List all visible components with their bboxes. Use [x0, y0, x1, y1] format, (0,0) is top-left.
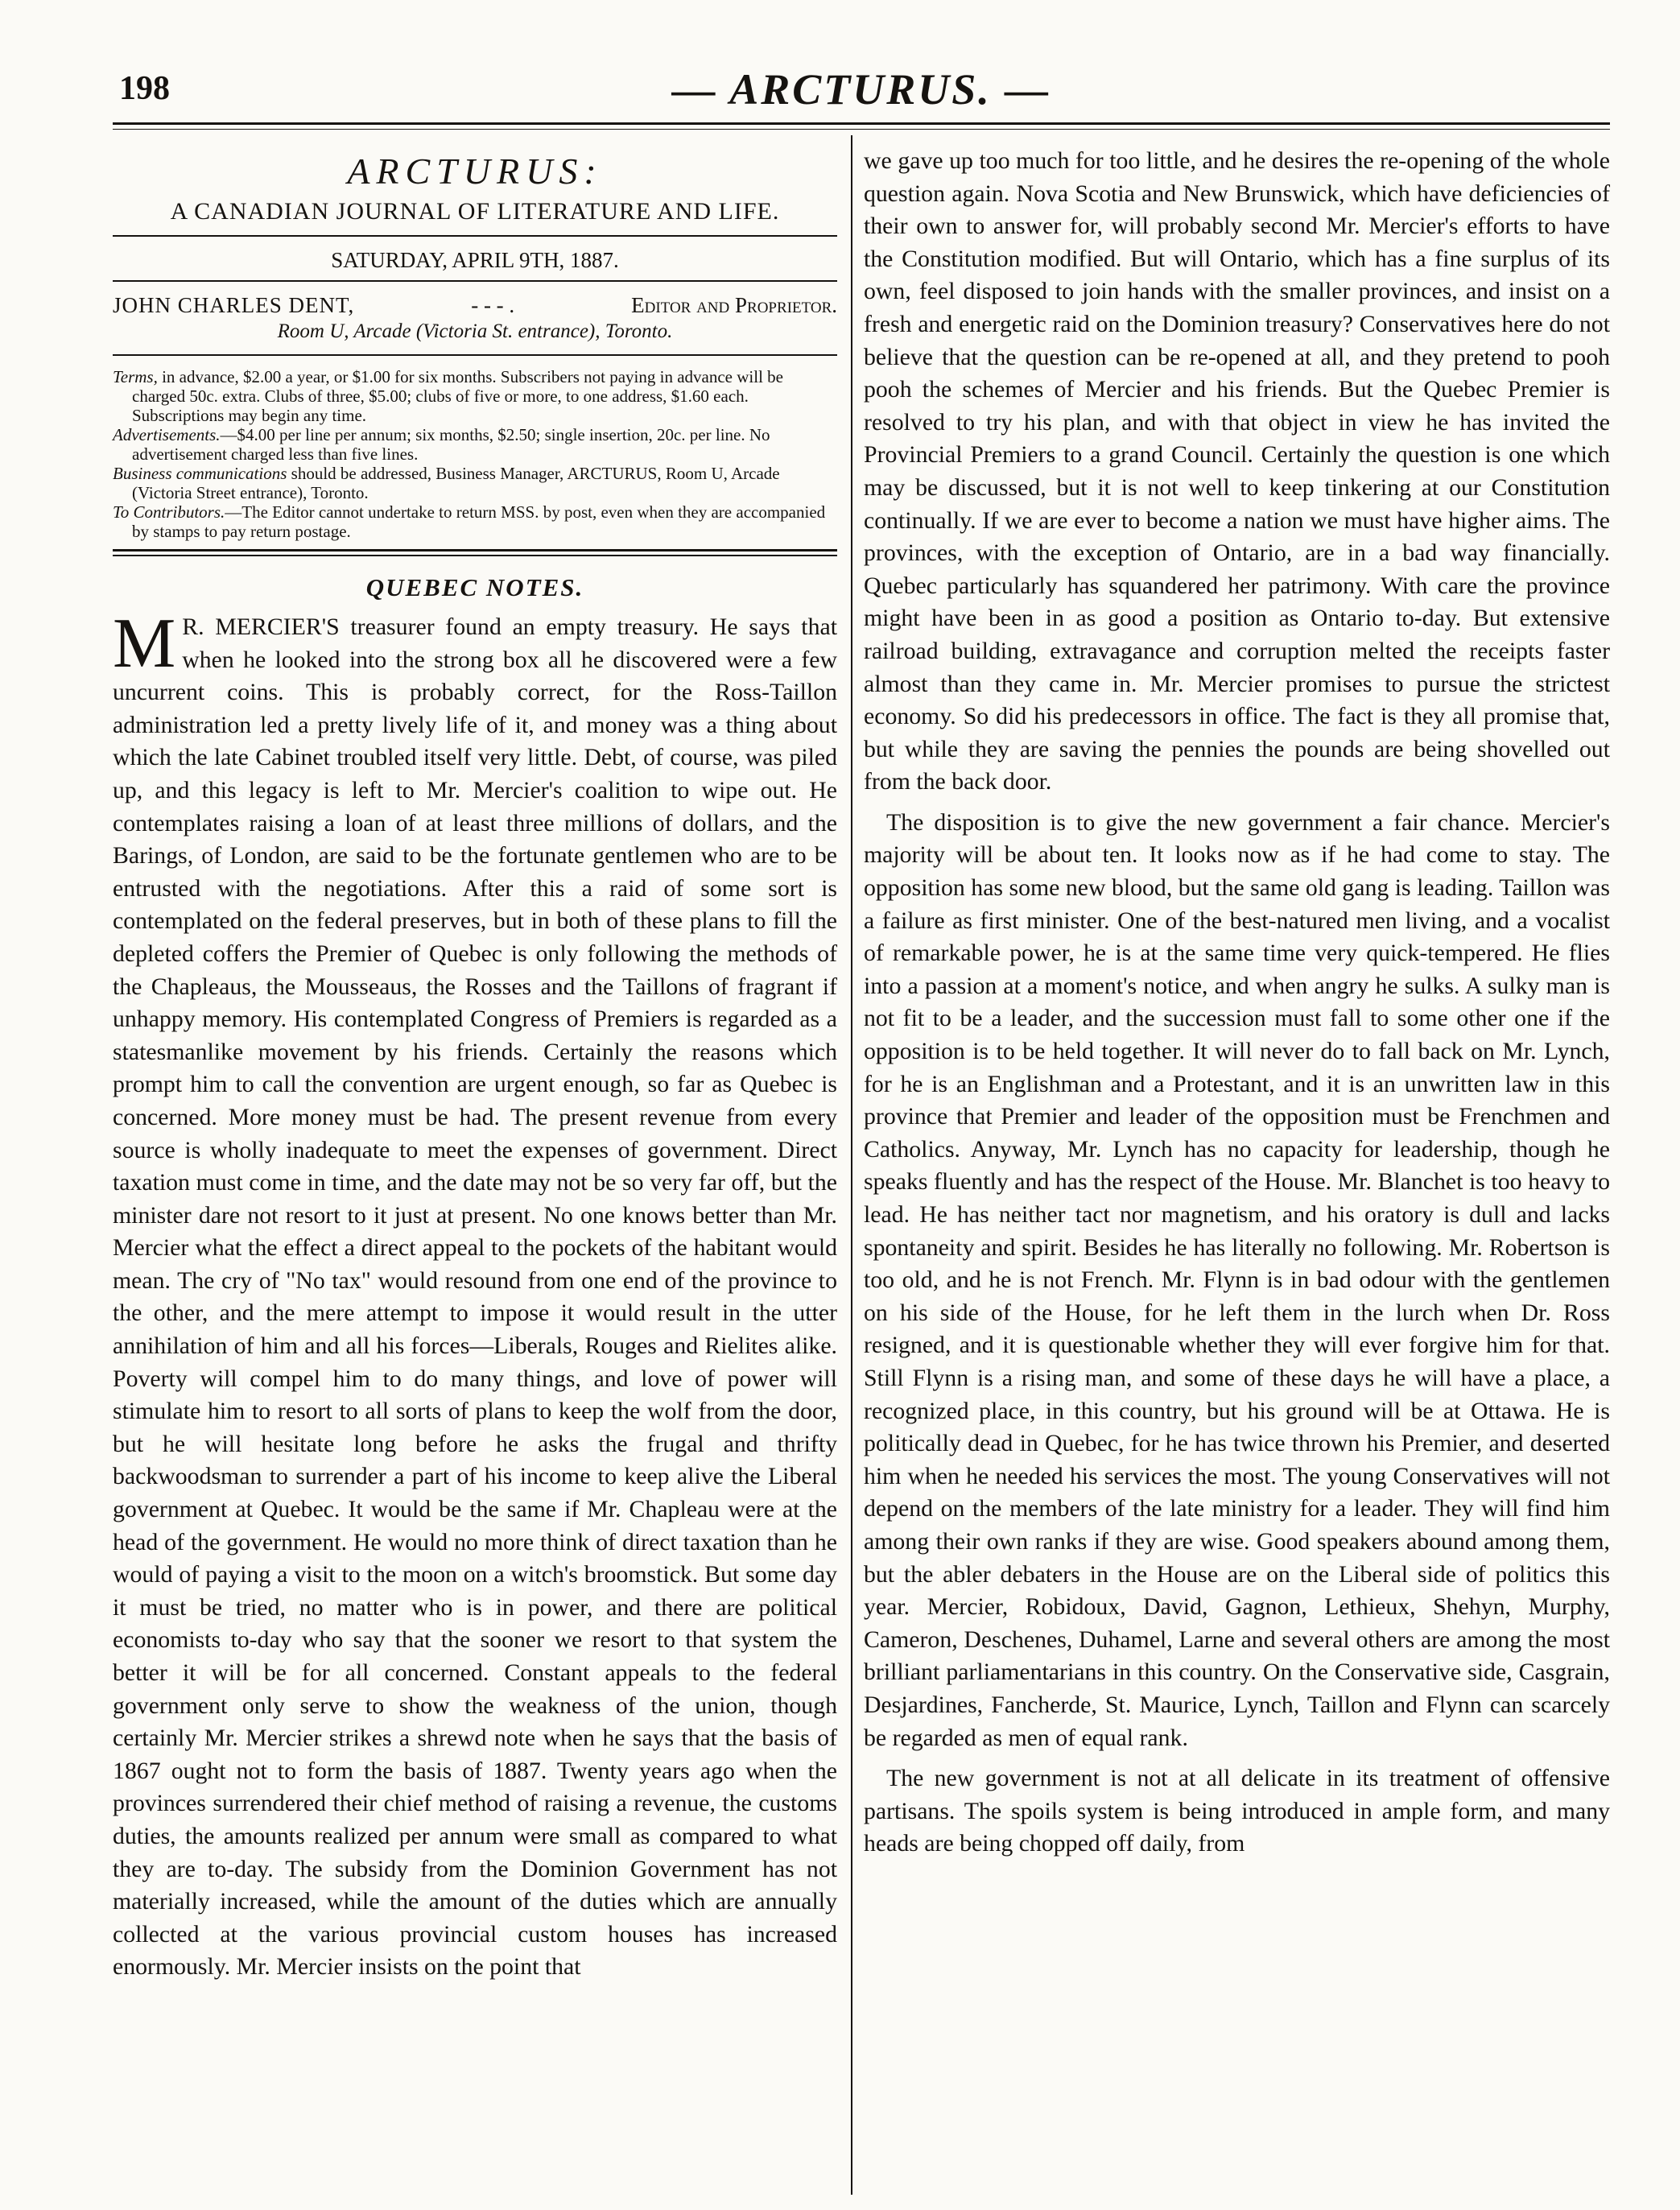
column-divider — [851, 135, 852, 2195]
right-column — [864, 145, 1610, 1861]
terms-lead: Business communications — [113, 464, 287, 483]
editor-name: JOHN CHARLES DENT, — [113, 293, 355, 317]
terms-item — [113, 425, 837, 464]
address-rule — [113, 354, 837, 356]
header-rule-thin — [113, 129, 1610, 130]
terms-text: in advance, $2.00 a year, or $1.00 for six months. Subscribers not paying in advance will be charged 50c. extra. Clubs of three, $5.00; clubs of five or more, to one address, $1.60 each. Subscriptions may begin any time. — [132, 367, 783, 425]
left-column — [113, 145, 837, 1984]
issue-date: SATURDAY, APRIL 9TH, 1887. — [331, 248, 619, 272]
masthead-rule — [113, 235, 837, 237]
terms-block — [113, 367, 837, 541]
masthead-subtitle: A CANADIAN JOURNAL OF LITERATURE AND LIFE. — [170, 198, 780, 225]
terms-lead: To Contributors. — [113, 502, 225, 522]
running-title: — ARCTURUS. — — [671, 65, 1051, 114]
editor-title: Editor and Proprietor. — [631, 293, 837, 317]
office-address: Room U, Arcade (Victoria St. entrance), Toronto. — [277, 320, 673, 342]
terms-item — [113, 464, 837, 502]
masthead-title: ARCTURUS: — [347, 151, 603, 192]
article-body-right — [864, 145, 1610, 1861]
article-paragraph: The disposition is to give the new government a fair chance. Mercier's majority will be about ten. It looks now as if he had come to stay. The opposition has some new blood, but the same old gang is leading. Taillon was a failure as first minister. One of the best-natured men living, and a vocalist of remarkable power, he is at the same time very quick-tempered. He flies into a passion at a moment's notice, and when angry he sulks. A sulky man is not fit to be a leader, and the succession must fall to some other one if the opposition is to be held together. It will never do to fall back on Mr. Lynch, for he is an Englishman and a Protestant, and it is an unwritten law in this province that Premier and leader of the opposition must be Frenchmen and Catholics. Anyway, Mr. Lynch has no capacity for leadership, though he speaks fluently and has the respect of the House. Mr. Blanchet is too heavy to lead. He has neither tact nor magnetism, and his oratory is dull and lacks spontaneity and spirit. Besides he has literally no following. Mr. Robertson is too old, and he is not French. Mr. Flynn is in bad odour with the gentlemen on his side of the House, for he left them in the lurch when Dr. Ross resigned, and it is questionable whether they will ever forgive him for that. Still Flynn is a rising man, and some of these days he will have a place, a recognized place, in this country, but his ground will be at Ottawa. He is politically dead in Quebec, for he has twice thrown his Premier, and deserted him when he needed his services the most. The young Conservatives will not depend on the members of the late ministry for a leader. They will find him among their own ranks if they are wise. Good speakers abound among them, but the abler debaters in the House are on the Liberal side of politics this year. Mercier, Robidoux, David, Gagnon, Lethieux, Shehyn, Murphy, Cameron, Deschenes, Duhamel, Larne and several others are among the most brilliant parliamentarians in this country. On the Conservative side, Casgrain, Desjardines, Fancherde, St. Maurice, Lynch, Taillon and Flynn can scarcely be regarded as men of equal rank. — [864, 808, 1610, 1751]
terms-text: —$4.00 per line per annum; six months, $2.50; single insertion, 20c. per line. No advertisement charged less than five lines. — [132, 425, 770, 464]
editor-line — [113, 291, 837, 319]
article-body-left — [113, 605, 837, 1984]
terms-text: should be addressed, Business Manager, ARCTURUS, Room U, Arcade (Victoria Street entrance), Toronto. — [132, 464, 780, 502]
terms-item — [113, 367, 837, 425]
terms-text: —The Editor cannot undertake to return MSS. by post, even when they are accompanied by stamps to pay return postage. — [132, 502, 826, 541]
terms-rule-thick — [113, 549, 837, 551]
running-head — [113, 64, 1610, 129]
article-title: QUEBEC NOTES. — [365, 573, 584, 601]
date-rule — [113, 280, 837, 282]
article-paragraph: we gave up too much for too little, and he desires the re-opening of the whole question again. Nova Scotia and New Brunswick, which have deficiencies of their own to answer for, will probably second Mr. Mercier's efforts to have the Constitution modified. But will Ontario, which has a fine surplus of its own, feel disposed to join hands with the smaller provinces, and insist on a fresh and energetic raid on the Dominion treasury? Conservatives here do not believe that the question can be re-opened at all, and they pretend to pooh pooh the schemes of Mercier and his friends. But the Quebec Premier is resolved to try his plan, and with that object in view he has invited the Provincial Premiers to a grand Council. Certainly the question is one which may be discussed, but it is not well to keep tinkering at our Constitution continually. If we are ever to become a nation we must have higher aims. The provinces, with the exception of Ontario, are in a bad way financially. Quebec particularly has squandered her patrimony. With care the province might have been in as good a position as Ontario to-day. But extensive railroad building, extravagance and corruption melted the receipts faster almost than they came in. Mr. Mercier promises to pursue the strictest economy. So did his predecessors in office. The fact is they all promise that, but while they are saving the pennies the pounds are being shovelled out from the back door. — [864, 147, 1610, 795]
editor-dots: - - - . — [471, 293, 515, 317]
paragraph-text: R. MERCIER'S treasurer found an empty treasury. He says that when he looked into the strong box all he discovered were a few uncurrent coins. This is probably correct, for the Ross-Taillon administration led a pretty lively life of it, and money was a thing about which the late Cabinet troubled itself very little. Debt, of course, was piled up, and this legacy is left to Mr. Mercier's coalition to wipe out. He contemplates raising a loan of at least three millions of dollars, and the Barings, of London, are said to be the fortunate gentlemen who are to be entrusted with the negotiations. After this a raid of some sort is contemplated on the federal preserves, but in both of these plans to fill the depleted coffers the Premier of Quebec is only following the methods of the Chapleaus, the Mousseaus, the Rosses and the Taillons of fragrant if unhappy memory. His contemplated Congress of Premiers is regarded as a statesmanlike movement by his friends. Certainly the reasons which prompt him to call the convention are urgent enough, so far as Quebec is concerned. More money must be had. The present revenue from every source is wholly inadequate to meet the expenses of government. Direct taxation must come in time, and the date may not be so very far off, but the minister dare not resort to it just at present. No one knows better than Mr. Mercier what the effect a direct appeal to the pockets of the habitant would mean. The cry of "No tax" would resound from one end of the province to the other, and the mere attempt to impose it would result in the utter annihilation of him and all his forces—Liberals, Rouges and Rielites alike. Poverty will compel him to do many things, and love of power will stimulate him to resort to all sorts of plans to keep the wolf from the door, but he will hesitate long before he asks the frugal and thrifty backwoodsman to surrender a part of his income to keep alive the Liberal government at Quebec. It would be the same if Mr. Chapleau were at the head of the government. He would no more think of direct taxation than he would of paying a visit to the moon on a witch's broomstick. But some day it must be tried, no matter who is in power, and there are political economists to-day who say that the sooner we resort to that system the better it will be for all concerned. Constant appeals to the federal government only serve to show the weakness of the union, though certainly Mr. Mercier strikes a shrewd note when he says that the basis of 1867 ought not to form the basis of 1887. Twenty years ago when the provinces surrendered their chief method of raising a revenue, the customs duties, the amounts realized per annum were small as compared to what they are to-day. The subsidy from the Dominion Government has not materially increased, while the amount of the duties which are annually collected at the various provincial custom houses has increased enormously. Mr. Mercier insists on the point that — [113, 613, 837, 1981]
drop-cap: M — [113, 605, 176, 683]
article-paragraph — [113, 605, 837, 1984]
terms-lead: Terms, — [113, 367, 158, 386]
terms-rule-thin — [113, 555, 837, 556]
page-number: 198 — [119, 70, 170, 107]
terms-lead: Advertisements. — [113, 425, 221, 444]
terms-item — [113, 502, 837, 541]
header-rule-thick — [113, 122, 1610, 125]
article-paragraph: The new government is not at all delicate in its treatment of offensive partisans. The spoils system is being introduced in ample form, and many heads are being chopped off daily, from — [864, 1765, 1610, 1857]
